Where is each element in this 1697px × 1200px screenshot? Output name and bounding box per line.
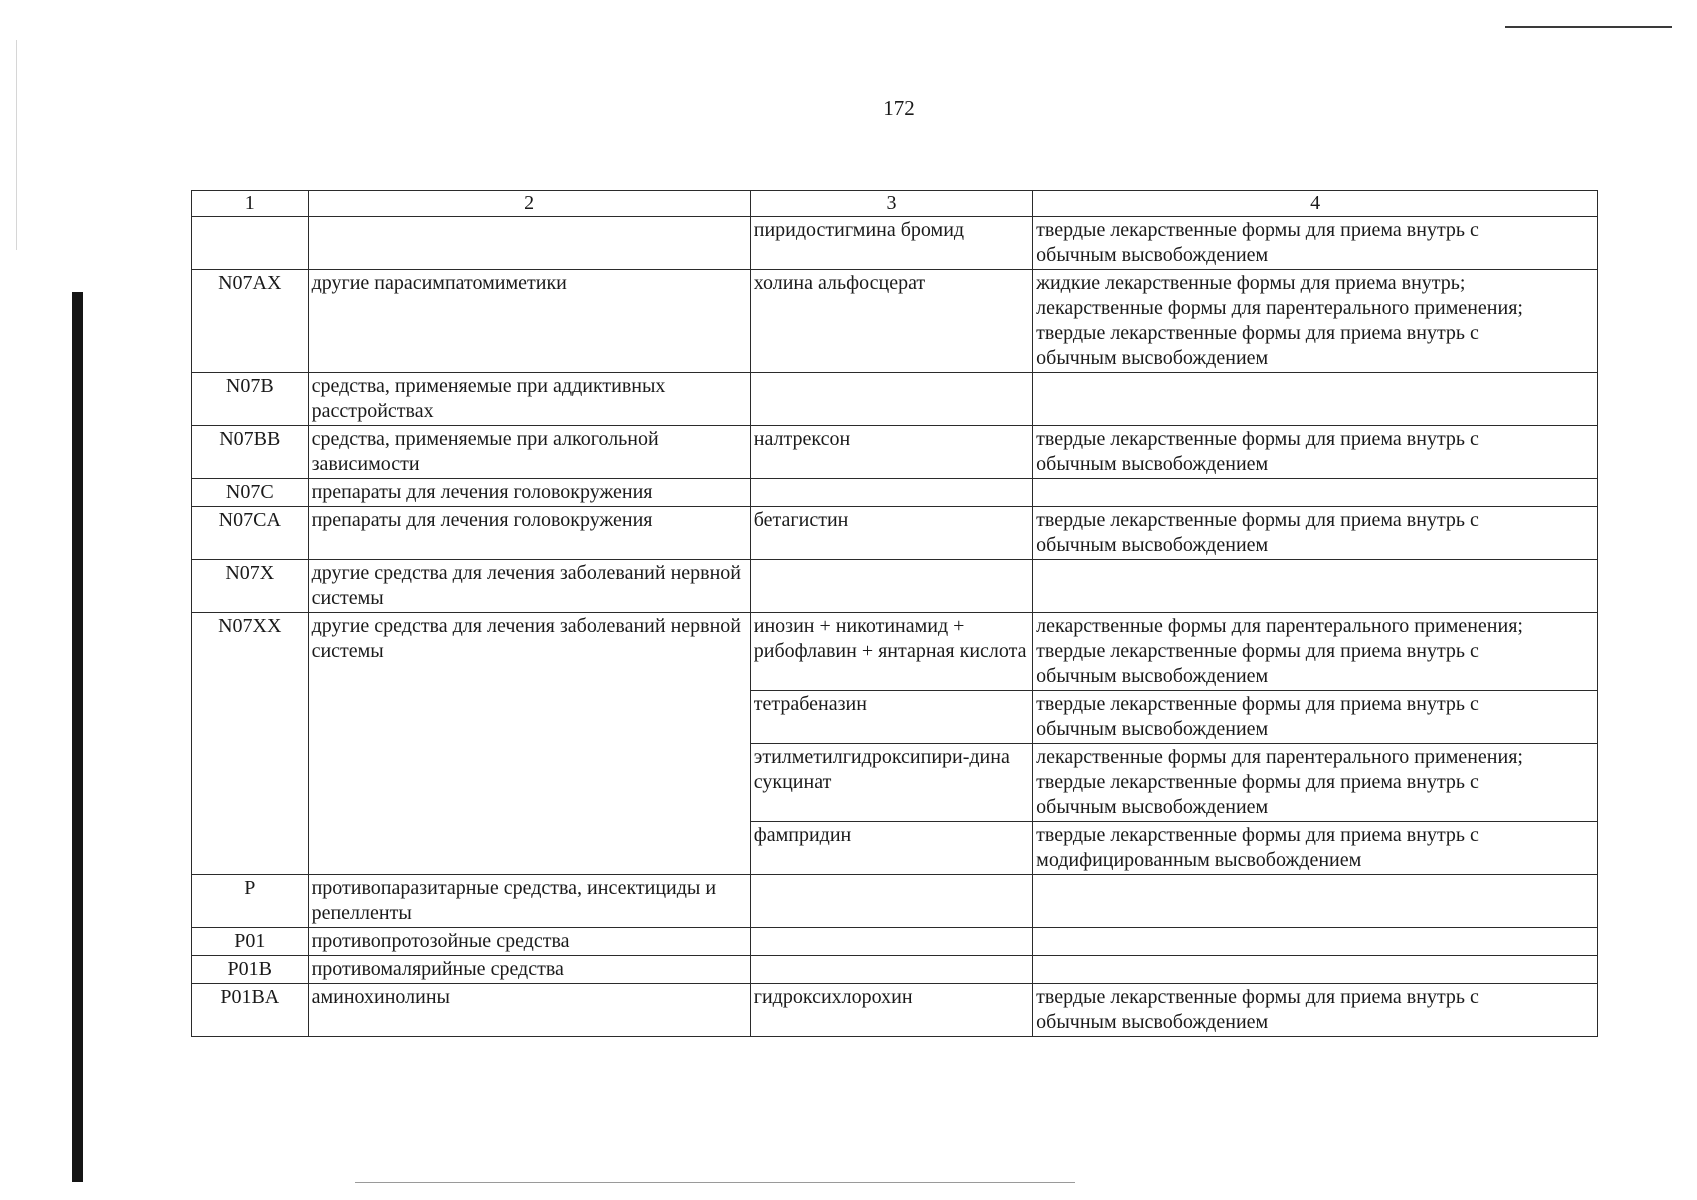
dosage-forms-cell: твердые лекарственные формы для приема внутрь с обычным высвобождением — [1033, 426, 1598, 479]
column-header: 3 — [750, 191, 1032, 217]
table-row — [192, 560, 1598, 613]
dosage-forms-cell: твердые лекарственные формы для приема внутрь с обычным высвобождением — [1033, 507, 1598, 560]
atc-code-cell: N07CA — [192, 507, 309, 560]
dosage-forms-cell: лекарственные формы для парентерального применения; твердые лекарственные формы для приема внутрь с обычным высвобождением — [1033, 613, 1598, 691]
table-row — [192, 613, 1598, 691]
group-name-cell: средства, применяемые при аддиктивных расстройствах — [308, 373, 750, 426]
drug-name-cell: пиридостигмина бромид — [750, 217, 1032, 270]
table-row — [192, 426, 1598, 479]
drug-name-cell: этилметилгидроксипири-дина сукцинат — [750, 744, 1032, 822]
column-header: 4 — [1033, 191, 1598, 217]
group-name-cell: средства, применяемые при алкогольной зависимости — [308, 426, 750, 479]
drug-name-cell: гидроксихлорохин — [750, 984, 1032, 1037]
drug-name-cell: налтрексон — [750, 426, 1032, 479]
group-name-cell — [308, 217, 750, 270]
drug-name-cell: холина альфосцерат — [750, 270, 1032, 373]
table-header-row — [192, 191, 1598, 217]
drug-name-cell — [750, 875, 1032, 928]
atc-code-cell: N07B — [192, 373, 309, 426]
dosage-forms-cell: лекарственные формы для парентерального применения; твердые лекарственные формы для приема внутрь с обычным высвобождением — [1033, 744, 1598, 822]
drug-name-cell — [750, 560, 1032, 613]
dosage-forms-cell — [1033, 479, 1598, 507]
dosage-forms-cell: твердые лекарственные формы для приема внутрь с обычным высвобождением — [1033, 984, 1598, 1037]
dosage-forms-cell — [1033, 956, 1598, 984]
table-row — [192, 507, 1598, 560]
table-row — [192, 984, 1598, 1037]
atc-code-cell — [192, 217, 309, 270]
group-name-cell: другие средства для лечения заболеваний нервной системы — [308, 613, 750, 875]
page-number: 172 — [883, 96, 915, 120]
group-name-cell: противопротозойные средства — [308, 928, 750, 956]
group-name-cell: противомалярийные средства — [308, 956, 750, 984]
dosage-forms-cell — [1033, 875, 1598, 928]
dosage-forms-cell — [1033, 373, 1598, 426]
medicines-table — [191, 190, 1598, 1037]
drug-name-cell: бетагистин — [750, 507, 1032, 560]
scan-artifact-line — [355, 1182, 1075, 1183]
drug-name-cell — [750, 373, 1032, 426]
drug-name-cell — [750, 928, 1032, 956]
table-row — [192, 875, 1598, 928]
dosage-forms-cell — [1033, 560, 1598, 613]
dosage-forms-cell — [1033, 928, 1598, 956]
drug-name-cell: инозин + никотинамид + рибофлавин + янтарная кислота — [750, 613, 1032, 691]
table-row — [192, 479, 1598, 507]
dosage-forms-cell: жидкие лекарственные формы для приема внутрь; лекарственные формы для парентерального применения; твердые лекарственные формы для приема внутрь с обычным высвобождением — [1033, 270, 1598, 373]
atc-code-cell: N07C — [192, 479, 309, 507]
drug-name-cell — [750, 956, 1032, 984]
atc-code-cell: P — [192, 875, 309, 928]
group-name-cell: препараты для лечения головокружения — [308, 507, 750, 560]
atc-code-cell: N07AX — [192, 270, 309, 373]
group-name-cell: препараты для лечения головокружения — [308, 479, 750, 507]
scan-binding-shadow — [72, 292, 83, 1182]
dosage-forms-cell: твердые лекарственные формы для приема внутрь с модифицированным высвобождением — [1033, 822, 1598, 875]
column-header: 1 — [192, 191, 309, 217]
table-row — [192, 217, 1598, 270]
atc-code-cell: P01BA — [192, 984, 309, 1037]
scan-artifact-line — [16, 40, 17, 250]
atc-code-cell: N07X — [192, 560, 309, 613]
drug-name-cell: фампридин — [750, 822, 1032, 875]
drug-name-cell — [750, 479, 1032, 507]
atc-code-cell: P01B — [192, 956, 309, 984]
scan-artifact-line — [1505, 26, 1672, 28]
table-row — [192, 956, 1598, 984]
table-row — [192, 270, 1598, 373]
drug-name-cell: тетрабеназин — [750, 691, 1032, 744]
atc-code-cell: P01 — [192, 928, 309, 956]
atc-code-cell: N07XX — [192, 613, 309, 875]
atc-code-cell: N07BB — [192, 426, 309, 479]
group-name-cell: другие парасимпатомиметики — [308, 270, 750, 373]
table-row — [192, 928, 1598, 956]
dosage-forms-cell: твердые лекарственные формы для приема внутрь с обычным высвобождением — [1033, 217, 1598, 270]
column-header: 2 — [308, 191, 750, 217]
table-row — [192, 373, 1598, 426]
dosage-forms-cell: твердые лекарственные формы для приема внутрь с обычным высвобождением — [1033, 691, 1598, 744]
group-name-cell: другие средства для лечения заболеваний нервной системы — [308, 560, 750, 613]
group-name-cell: аминохинолины — [308, 984, 750, 1037]
group-name-cell: противопаразитарные средства, инсектициды и репелленты — [308, 875, 750, 928]
